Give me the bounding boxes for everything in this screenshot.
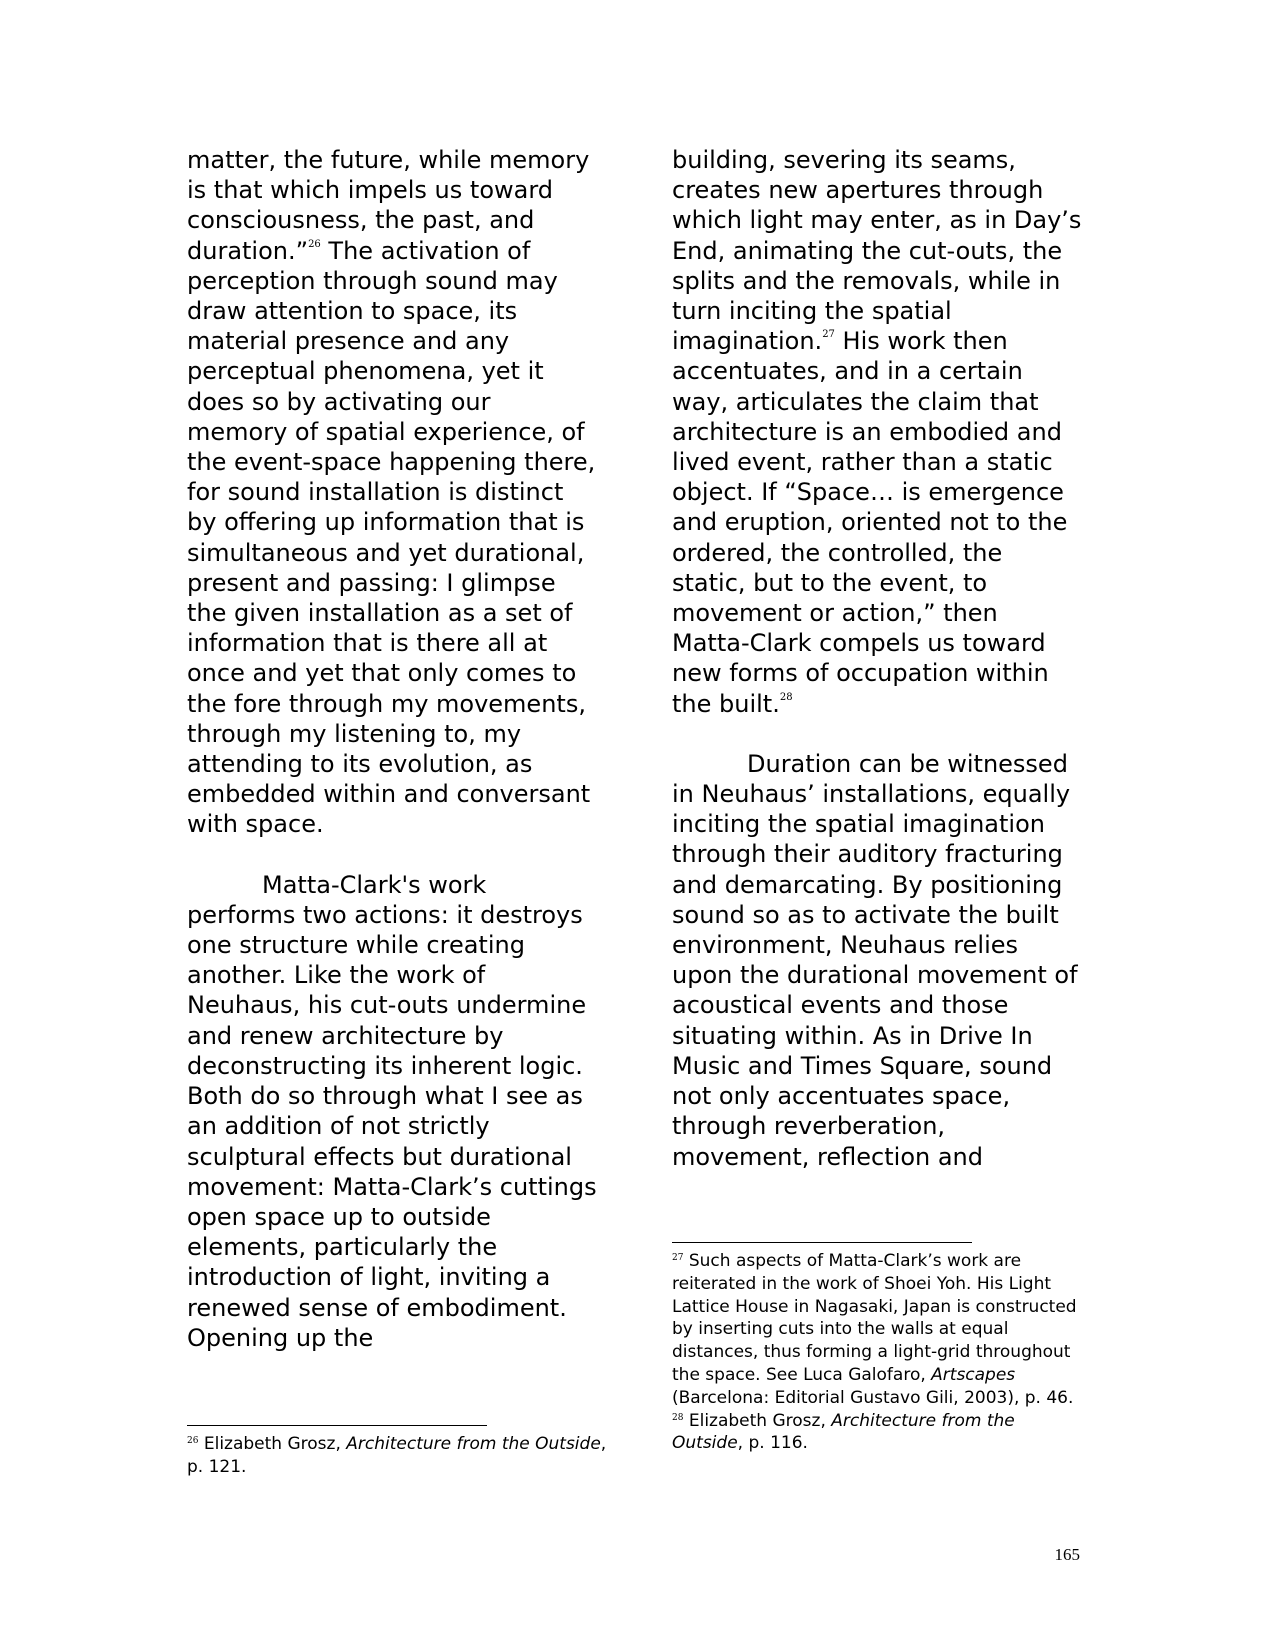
page-number: 165 xyxy=(1054,1545,1080,1564)
footnote-area-left xyxy=(187,1433,607,1479)
footnote-26: $^{26}$ Elizabeth Grosz, Architecture from the Outside, p. 121. xyxy=(187,1434,607,1477)
footnote-ref-28[interactable]: 28 xyxy=(779,691,793,703)
footnote-area-right xyxy=(672,1250,1082,1455)
right-column xyxy=(672,145,1082,1172)
footnote-divider xyxy=(187,1425,487,1426)
body-paragraph: Duration can be witnessed in Neuhaus’ installations, equally inciting the spatial imagination through their auditory fracturing and demarcating. By positioning sound so as to activate the built environment, Neuhaus relies upon the durational movement of acoustical events and those situating within. As in Drive In Music and Times Square, sound not only accentuates space, through reverberation, movement, reflection and xyxy=(672,749,1078,1171)
footnote-27: $^{27}$ Such aspects of Matta-Clark’s work are reiterated in the work of Shoei Yoh. His Light Lattice House in Nagasaki, Japan is constructed by inserting cuts into the walls at equal distances, thus forming a light-grid throughout the space. See Luca Galofaro, Artscapes (Barcelona: Editorial Gustavo Gili, 2003), p. 46. xyxy=(672,1251,1077,1408)
footnote-28: $^{28}$ Elizabeth Grosz, Architecture from the Outside, p. 116. xyxy=(672,1410,1015,1454)
left-column xyxy=(187,145,597,1353)
body-paragraph: building, severing its seams, creates new apertures through which light may enter, as in Day’s End, animating the cut-outs, the splits and the removals, while in turn inciting the spatial imagination.$^{27}$ His work then accentuates, and in a certain way, articulates the claim that architecture is an embodied and lived event, rather than a static object. If “Space… is emergence and eruption, oriented not to the ordered, the controlled, the static, but to the event, to movement or action,” then Matta-Clark compels us toward new forms of occupation within the built.$^{28}$ xyxy=(672,146,1082,718)
body-paragraph: matter, the future, while memory is that which impels us toward consciousness, the past, and duration.”$^{26}$ The activation of perception through sound may draw attention to space, its material presence and any perceptual phenomena, yet it does so by activating our memory of spatial experience, of the event-space happening there, for sound installation is distinct by offering up information that is simultaneous and yet durational, present and passing: I glimpse the given installation as a set of information that is there all at once and yet that only comes to the fore through my movements, through my listening to, my attending to its evolution, as embedded within and conversant with space. xyxy=(187,146,596,839)
footnote-ref-26[interactable]: 26 xyxy=(308,238,321,250)
footnote-ref-27[interactable]: 27 xyxy=(822,329,835,341)
body-paragraph: Matta-Clark's work performs two actions: it destroys one structure while creating another. Like the work of Neuhaus, his cut-outs undermine and renew architecture by deconstructing its inherent logic. Both do so through what I see as an addition of not strictly sculptural effects but durational movement: Matta-Clark’s cuttings open space up to outside elements, particularly the introduction of light, inviting a renewed sense of embodiment. Opening up the xyxy=(187,870,597,1352)
footnote-divider xyxy=(672,1242,972,1243)
